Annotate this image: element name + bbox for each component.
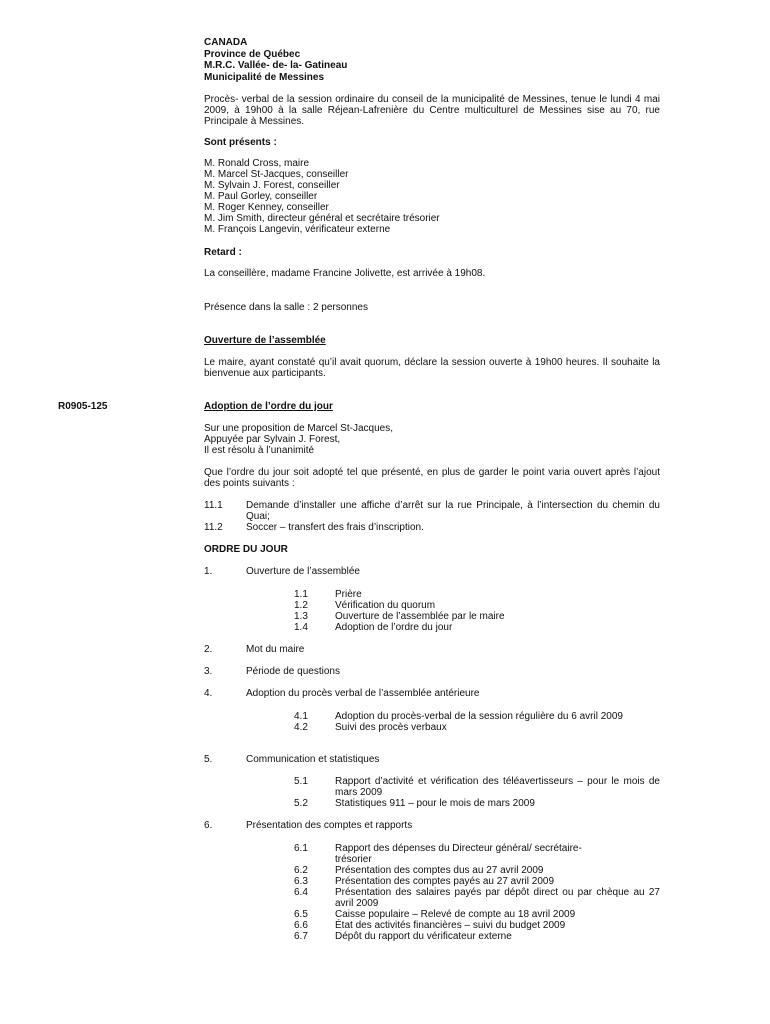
agenda-subitem-text: Caisse populaire – Relevé de compte au 18 avril 2009 [335, 909, 576, 920]
agenda-subitem [294, 920, 660, 931]
agenda-subitem-text: Vérification du quorum [335, 600, 436, 611]
agenda-subitem [294, 600, 660, 611]
added-point [204, 500, 660, 522]
agenda-subitem-text: Adoption de l’ordre du jour [335, 622, 453, 633]
intro-paragraph: Procès- verbal de la session ordinaire du conseil de la municipalité de Messines, tenue le lundi 4 mai 2009, à 19h00 à la salle Réjean-Lafrenière du Centre multiculturel de Messines sise au 70, rue Principale à Messines. [204, 94, 660, 127]
presence-text: Présence dans la salle : 2 personnes [204, 302, 368, 313]
agenda-subitem [294, 589, 660, 600]
agenda-subitem [294, 711, 660, 722]
header-municipality: Municipalité de Messines [204, 71, 325, 83]
agenda-subitems [294, 711, 660, 733]
agenda-subitem [294, 843, 660, 865]
agenda-item-title: Communication et statistiques [246, 754, 380, 765]
agenda-subitem-number: 6.2 [294, 865, 308, 876]
agenda-subitem-number: 1.3 [294, 611, 308, 622]
resolution-seconded: Appuyée par Sylvain J. Forest, [204, 434, 341, 445]
added-points [204, 500, 660, 533]
added-point [204, 522, 660, 533]
agenda-item-title: Présentation des comptes et rapports [246, 820, 413, 831]
agenda-item-title: Mot du maire [246, 644, 305, 655]
agenda-subitem [294, 931, 660, 942]
agenda-item-number: 5. [204, 754, 213, 765]
header-province: Province de Québec [204, 48, 301, 60]
agenda-subitem-text: Rapport d’activité et vérification des téléavertisseurs – pour le mois de mars 2009 [335, 776, 660, 798]
agenda-item [204, 666, 664, 677]
agenda-subitem-text: Dépôt du rapport du vérificateur externe [335, 931, 512, 942]
resolution-motion [204, 423, 660, 456]
agenda-item [204, 754, 664, 765]
agenda-subitem-text: Adoption du procès-verbal de la session régulière du 6 avril 2009 [335, 711, 623, 722]
agenda-subitem [294, 798, 660, 809]
resolution-resolved: Il est résolu à l’unanimité [204, 445, 315, 456]
agenda-item-number: 6. [204, 820, 213, 831]
agenda-subitem [294, 887, 660, 909]
agenda-subitem-text: Statistiques 911 – pour le mois de mars 2009 [335, 798, 535, 809]
agenda-subitem-number: 6.6 [294, 920, 308, 931]
resolution-proposed: Sur une proposition de Marcel St-Jacques, [204, 423, 393, 434]
present-member: M. Ronald Cross, maire [204, 158, 310, 169]
agenda-item [204, 688, 664, 699]
agenda-subitem-text: Ouverture de l’assemblée par le maire [335, 611, 505, 622]
document-header [204, 37, 347, 83]
agenda-subitem-number: 6.5 [294, 909, 308, 920]
added-point-number: 11.1 [204, 500, 223, 511]
ouverture-text: Le maire, ayant constaté qu’il avait quorum, déclare la session ouverte à 19h00 heures. Il souhaite la bienvenue aux participants. [204, 357, 660, 379]
agenda-subitems [294, 776, 660, 809]
agenda-subitem-number: 6.1 [294, 843, 308, 854]
agenda-subitems [294, 589, 660, 633]
agenda-item-number: 1. [204, 566, 213, 577]
agenda-subitem-number: 5.2 [294, 798, 308, 809]
agenda-subitem-number: 6.3 [294, 876, 308, 887]
agenda-item [204, 820, 664, 831]
agenda-subitem-text: Présentation des comptes payés au 27 avril 2009 [335, 876, 555, 887]
header-mrc: M.R.C. Vallée- de- la- Gatineau [204, 60, 348, 71]
agenda-item-number: 4. [204, 688, 213, 699]
retard-text: La conseillère, madame Francine Jolivette, est arrivée à 19h08. [204, 268, 486, 279]
present-list [204, 158, 660, 235]
agenda-subitem-text: Suivi des procès verbaux [335, 722, 447, 733]
added-point-text: Demande d’installer une affiche d’arrêt sur la rue Principale, à l’intersection du chemin du Quai; [246, 500, 660, 522]
present-member: M. Marcel St-Jacques, conseiller [204, 169, 349, 180]
present-member: M. Paul Gorley, conseiller [204, 191, 318, 202]
agenda-subitem-number: 6.7 [294, 931, 308, 942]
agenda-item-title: Ouverture de l’assemblée [246, 566, 360, 577]
agenda-title: ORDRE DU JOUR [204, 544, 288, 555]
agenda-item-number: 3. [204, 666, 213, 677]
present-member: M. Roger Kenney, conseiller [204, 202, 329, 213]
present-member: M. Sylvain J. Forest, conseiller [204, 180, 340, 191]
agenda-subitem-text: Rapport des dépenses du Directeur général/ secrétaire-trésorier [335, 843, 582, 865]
agenda-subitem-number: 5.1 [294, 776, 308, 787]
agenda-subitem-text: État des activités financières – suivi du budget 2009 [335, 920, 566, 931]
agenda-subitems [294, 843, 660, 942]
agenda-subitem-number: 1.1 [294, 589, 308, 600]
agenda-subitem-number: 6.4 [294, 887, 308, 898]
agenda-subitem [294, 622, 660, 633]
agenda-subitem [294, 611, 660, 622]
agenda-subitem-text: Prière [335, 589, 362, 600]
agenda-subitem [294, 865, 660, 876]
resolution-number: R0905-125 [58, 401, 108, 412]
agenda-subitem [294, 776, 660, 798]
agenda-item [204, 644, 664, 655]
agenda-item-title: Adoption du procès verbal de l’assemblée antérieure [246, 688, 480, 699]
agenda-subitem [294, 876, 660, 887]
agenda-subitem-text: Présentation des comptes dus au 27 avril 2009 [335, 865, 544, 876]
resolution-text: Que l’ordre du jour soit adopté tel que présenté, en plus de garder le point varia ouvert après l’ajout des points suivants : [204, 467, 660, 489]
added-point-text: Soccer – transfert des frais d’inscription. [246, 522, 424, 533]
agenda-subitem-text: Présentation des salaires payés par dépôt direct ou par chèque au 27 avril 2009 [335, 887, 660, 909]
agenda-subitem [294, 909, 660, 920]
resolution-title: Adoption de l’ordre du jour [204, 401, 333, 412]
present-member: M. François Langevin, vérificateur externe [204, 224, 391, 235]
retard-title: Retard : [204, 247, 242, 258]
agenda-subitem-number: 4.1 [294, 711, 308, 722]
agenda-subitem-number: 1.2 [294, 600, 308, 611]
agenda-subitem [294, 722, 660, 733]
header-country: CANADA [204, 37, 248, 48]
present-title: Sont présents : [204, 137, 277, 148]
agenda-item-number: 2. [204, 644, 213, 655]
agenda-item [204, 566, 664, 577]
present-member: M. Jim Smith, directeur général et secrétaire trésorier [204, 213, 440, 224]
agenda-subitem-number: 4.2 [294, 722, 308, 733]
agenda-subitem-number: 1.4 [294, 622, 308, 633]
added-point-number: 11.2 [204, 522, 223, 533]
ouverture-title: Ouverture de l’assemblée [204, 335, 326, 346]
agenda-item-title: Période de questions [246, 666, 340, 677]
